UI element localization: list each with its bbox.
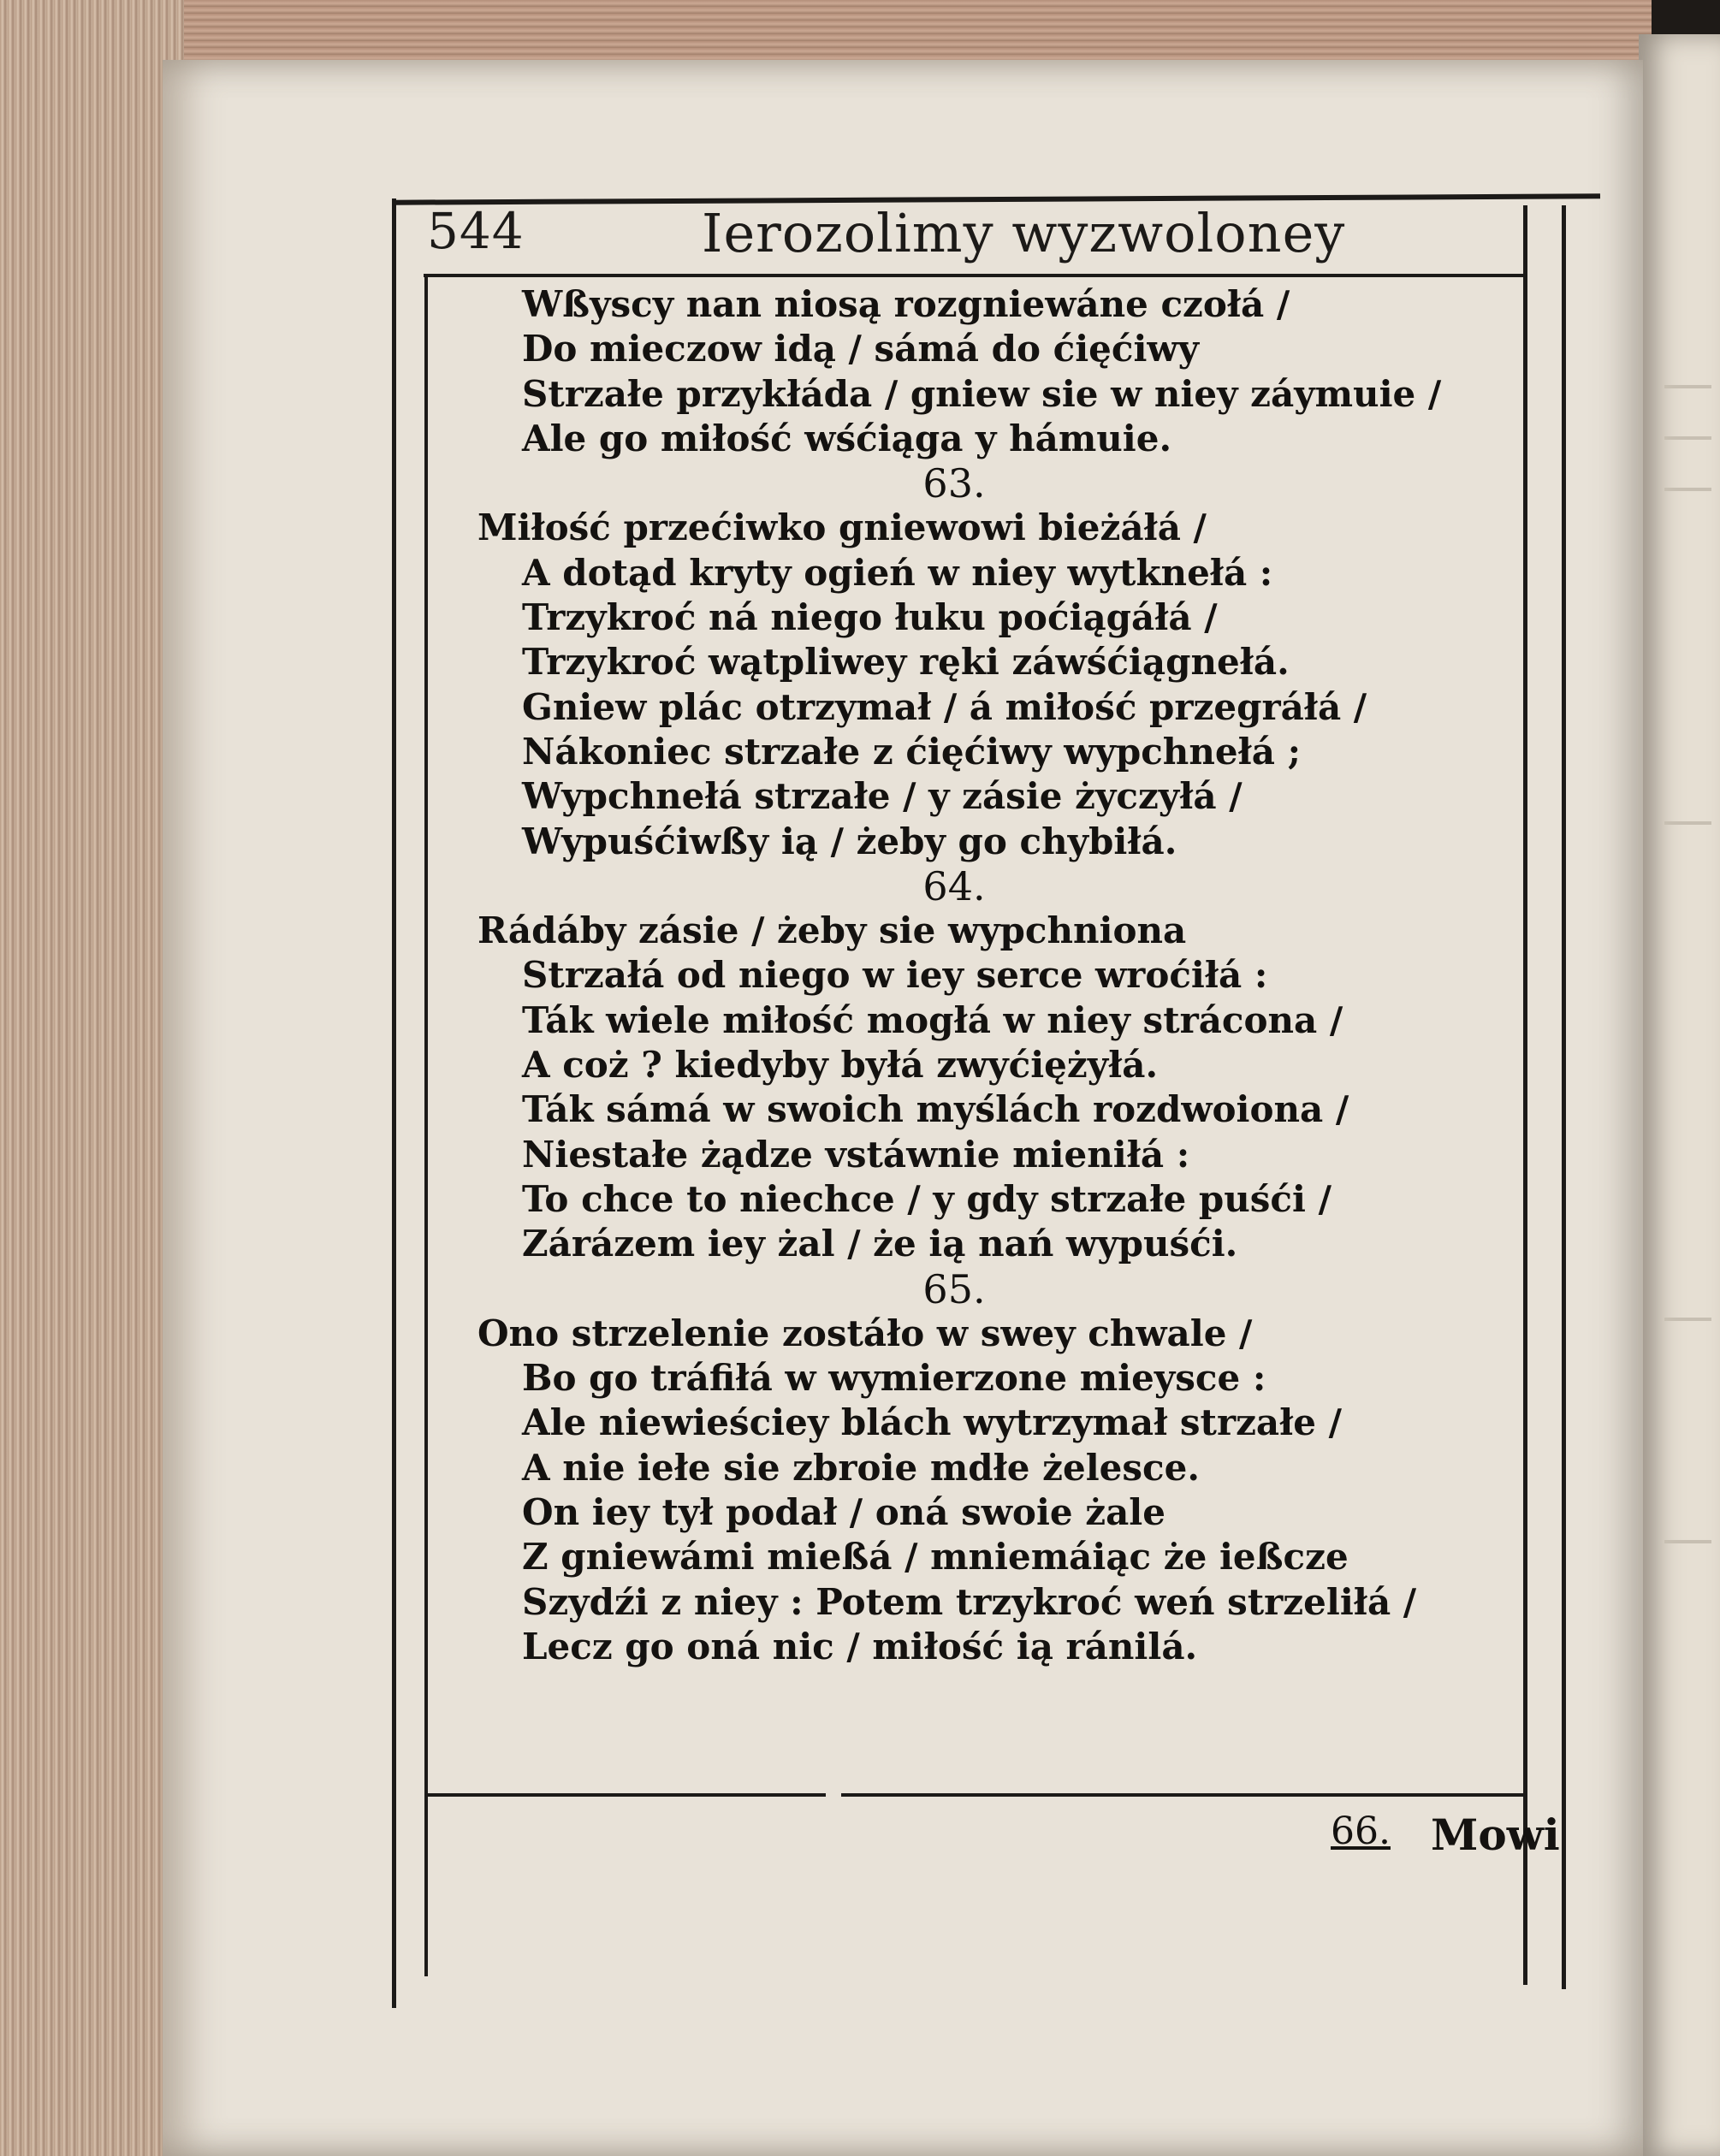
verse-line: Wßyscy nan niosą rozgniewáne czołá / (522, 283, 1290, 325)
frame-rule-bottom (428, 1793, 1527, 1797)
verse-line: Ták sámá w swoich myślách rozdwoiona / (522, 1088, 1349, 1131)
frame-rule-gap (826, 1790, 841, 1798)
book-fore-edge (0, 0, 184, 2156)
stanza-number: 65. (922, 1265, 986, 1312)
page-number: 544 (427, 202, 525, 260)
verse-line: Niestałe żądze vstáwnie mieniłá : (522, 1133, 1190, 1176)
verse-line: Lecz go oná nic / miłość ią ránilá. (522, 1625, 1198, 1667)
verse-line: On iey tył podał / oná swoie żale (522, 1491, 1165, 1534)
verse-line: Ale niewieściey blách wytrzymał strzałe / (522, 1401, 1342, 1444)
poem-text (477, 282, 1506, 1669)
verse-line: Ale go miłość wśćiąga y hámuie. (522, 417, 1172, 459)
book-top-edge (26, 0, 1652, 68)
frame-rule-right (1523, 205, 1527, 1985)
verse-line: Rádáby zásie / żeby sie wypchniona (477, 909, 1187, 952)
stanza-number: 63. (922, 460, 986, 507)
verse-line: A coż ? kiedyby byłá zwyćiężyłá. (522, 1044, 1159, 1087)
verse-line: Strzałe przykłáda / gniew sie w niey záymuie / (522, 372, 1442, 415)
verse-line: A nie iełe sie zbroie mdłe żelesce. (522, 1446, 1200, 1489)
stanza-number: 64. (922, 862, 986, 909)
frame-rule-left (392, 198, 396, 2008)
facing-page-edge (1639, 34, 1720, 2156)
verse-line: Bo go tráfiłá w wymierzone mieysce : (522, 1357, 1266, 1400)
frame-rule-right-outer (1562, 205, 1566, 1989)
verse-line: Trzykroć wątpliwey ręki záwśćiągnełá. (522, 641, 1290, 684)
catchword-number: 66. (1331, 1810, 1391, 1853)
verse-line: To chce to niechce / y gdy strzałe puśći / (522, 1177, 1332, 1220)
verse-line: Trzykroć ná niego łuku poćiągáłá / (522, 596, 1218, 639)
verse-line: Z gniewámi mießá / mniemáiąc że ießcze (522, 1536, 1349, 1578)
verse-line: Ono strzelenie zostáło w swey chwale / (477, 1312, 1253, 1354)
verse-line: Ták wiele miłość mogłá w niey strácona / (522, 998, 1343, 1041)
page-header (424, 202, 1519, 272)
verse-line: Do mieczow idą / sámá do ćięćiwy (522, 328, 1199, 370)
frame-rule-header (424, 274, 1523, 277)
verse-line: A dotąd kryty ogień w niey wytknełá : (522, 551, 1273, 594)
running-title: Ierozolimy wyzwoloney (702, 202, 1346, 264)
verse-line: Nákoniec strzałe z ćięćiwy wypchnełá ; (522, 730, 1302, 773)
verse-line: Wypchnełá strzałe / y zásie życzyłá / (522, 775, 1243, 818)
verse-line: Szydźi z niey : Potem trzykroć weń strzeliłá / (522, 1580, 1417, 1623)
verse-line: Gniew plác otrzymał / á miłość przegráłá / (522, 685, 1367, 728)
frame-rule-left-inner (424, 274, 428, 1976)
verse-line: Wypuśćiwßy ią / żeby go chybiłá. (522, 820, 1177, 862)
verse-line: Zárázem iey żal / że ią nań wypuśći. (522, 1223, 1238, 1265)
verse-line: Strzałá od niego w iey serce wroćiłá : (522, 954, 1268, 997)
verse-line: Miłość przećiwko gniewowi bieżáłá / (477, 506, 1207, 549)
catchword: Mowi (1431, 1810, 1560, 1860)
